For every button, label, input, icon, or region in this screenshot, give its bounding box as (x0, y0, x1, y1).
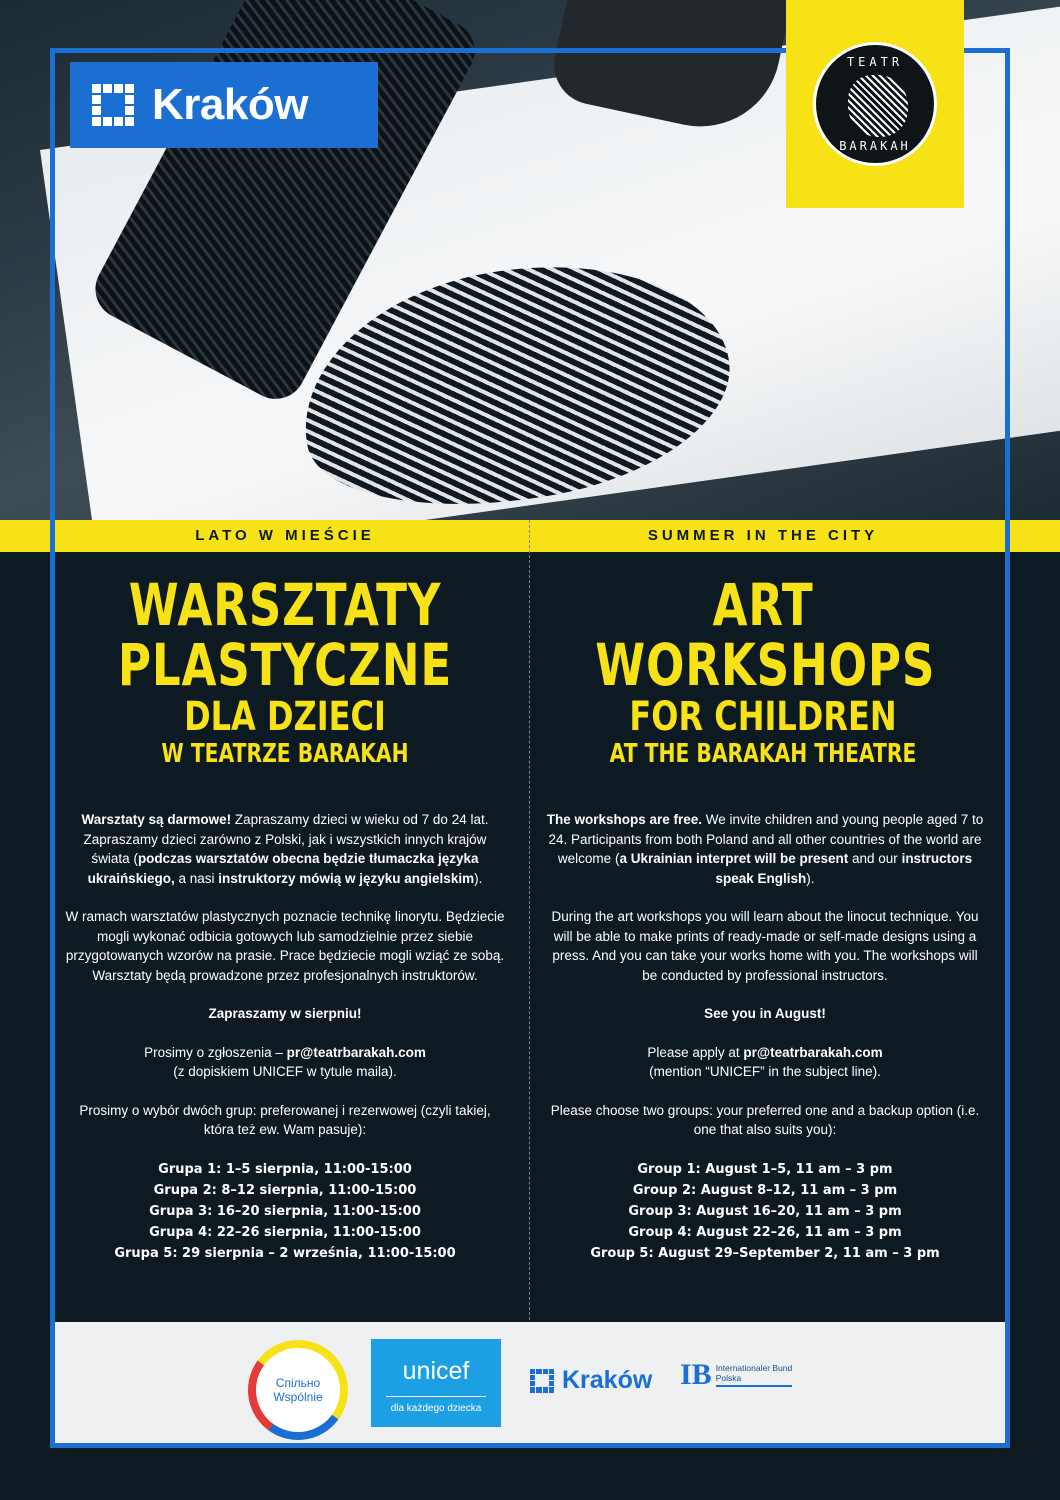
apply-note: (mention “UNICEF” in the subject line). (649, 1064, 881, 1079)
group-item: Grupa 5: 29 sierpnia – 2 września, 11:00-15:00 (114, 1245, 456, 1261)
teatr-seal-icon (813, 42, 937, 166)
invite-text: See you in August! (704, 1006, 826, 1021)
title-en-line3: FOR CHILDREN (629, 694, 897, 740)
apply-paragraph (545, 1043, 985, 1082)
free-note: Warsztaty są darmowe! (81, 812, 232, 827)
group-item: Group 5: August 29–September 2, 11 am – 3 pm (590, 1245, 940, 1261)
ib-name: Internationaler Bund (715, 1363, 793, 1373)
unicef-name: unicef (402, 1357, 470, 1385)
unicef-logo (371, 1339, 501, 1427)
seal-top-text: TEATR (846, 55, 904, 69)
apply-text: Please apply at (647, 1044, 744, 1060)
krakow-mark-icon (92, 84, 134, 126)
body-pl (65, 810, 505, 1264)
intro-text: Zapraszamy dzieci w wieku od 7 do 24 lat. Zapraszamy dzieci zarówno z Polski, jak i wszystkich innych krajów świata ( (83, 812, 489, 866)
description-paragraph: During the art workshops you will learn about the linocut technique. You will be able to make prints of ready-made or self-made designs using a press. And you can take your works home with you. The workshops will be conducted by professional instructors. (551, 909, 979, 983)
interpreter-note: a Ukrainian interpret will be present (619, 851, 849, 866)
band-label-en: SUMMER IN THE CITY (647, 527, 879, 544)
group-item: Grupa 3: 16–20 sierpnia, 11:00-15:00 (149, 1203, 421, 1219)
instructors-note: instruktorzy mówią w języku angielskim (218, 870, 475, 886)
title-pl-line2: PLASTYCZNE (117, 631, 453, 699)
krakow-logo (70, 62, 378, 148)
title-pl (70, 571, 500, 769)
group-item: Grupa 1: 1–5 sierpnia, 11:00-15:00 (158, 1161, 412, 1177)
apply-text: Prosimy o zgłoszenia – (144, 1044, 287, 1060)
group-item: Grupa 2: 8–12 sierpnia, 11:00-15:00 (153, 1182, 417, 1198)
intro-paragraph (545, 810, 985, 888)
krakow-mark-icon (530, 1369, 554, 1393)
column-divider (529, 520, 530, 1320)
spilno-text: Спільно (275, 1376, 321, 1390)
group-item: Group 3: August 16–20, 11 am – 3 pm (628, 1203, 902, 1219)
apply-paragraph (65, 1043, 505, 1082)
intro-text-3: ). (474, 870, 483, 886)
teatr-barakah-logo (786, 0, 964, 208)
krakow-logo-text: Kraków (152, 80, 308, 129)
intro-text-3: ). (806, 870, 815, 886)
group-item: Group 4: August 22–26, 11 am – 3 pm (628, 1224, 902, 1240)
interpreter-note: podczas warsztatów obecna będzie tłumaczka języka ukraińskiego, (87, 851, 479, 886)
group-item: Group 1: August 1–5, 11 am – 3 pm (637, 1161, 893, 1177)
groups-list (65, 1159, 505, 1264)
groups-list (545, 1159, 985, 1264)
invite-line (545, 1004, 985, 1024)
intro-text-2: and our (848, 851, 902, 866)
ib-country: Polska (715, 1373, 742, 1383)
apply-note: (z dopiskiem UNICEF w tytule maila). (173, 1064, 397, 1079)
krakow-footer-text: Kraków (562, 1366, 653, 1394)
group-item: Group 2: August 8–12, 11 am – 3 pm (632, 1182, 898, 1198)
title-pl-line3: DLA DZIECI (184, 694, 386, 740)
email-link[interactable]: pr@teatrbarakah.com (743, 1044, 883, 1060)
group-item: Grupa 4: 22–26 sierpnia, 11:00-15:00 (149, 1224, 421, 1240)
title-en (548, 571, 978, 769)
spilno-wspolnie-logo (248, 1340, 348, 1440)
face-icon (848, 75, 908, 137)
groups-instruction: Please choose two groups: your preferred one and a backup option (i.e. one that also suits you): (550, 1102, 980, 1137)
ib-mark: IB (680, 1358, 712, 1391)
title-en-line4: AT THE BARAKAH THEATRE (609, 739, 917, 769)
free-note: The workshops are free. (546, 812, 703, 827)
seal-bottom-text: BARAKAH (839, 139, 911, 153)
band-label-pl: LATO W MIEŚCIE (195, 527, 375, 544)
invite-line (65, 1004, 505, 1024)
groups-instruction: Prosimy o wybór dwóch grup: preferowanej i rezerwowej (czyli takiej, która też ew. Wam pasuje): (79, 1102, 491, 1137)
ib-logo (680, 1358, 792, 1392)
title-en-line1: ART (712, 571, 814, 639)
title-pl-line1: WARSZTATY (128, 571, 442, 639)
wspolnie-text: Wspólnie (273, 1390, 323, 1404)
intro-text-2: a nasi (174, 870, 219, 886)
email-link[interactable]: pr@teatrbarakah.com (286, 1044, 426, 1060)
title-en-line2: WORKSHOPS (595, 631, 936, 699)
intro-paragraph (65, 810, 505, 888)
krakow-footer-logo (530, 1366, 652, 1395)
intro-text: We invite children and young people aged 7 to 24. Participants from both Poland and all other countries of the world are welcome ( (548, 812, 984, 866)
body-en (545, 810, 985, 1264)
unicef-tagline: dla każdego dziecka (386, 1396, 486, 1414)
description-paragraph: W ramach warsztatów plastycznych poznacie technikę linorytu. Będziecie mogli wykonać odbicia gotowych lub samodzielnie przez siebie przygotowanych wzorów na prasie. Prace będziecie mogli wziąć ze sobą. Warsztaty będą prowadzone przez profesjonalnych instruktorów. (65, 909, 505, 983)
title-pl-line4: W TEATRZE BARAKAH (161, 739, 409, 769)
instructors-note: instructors speak English (715, 851, 973, 886)
invite-text: Zapraszamy w sierpniu! (208, 1006, 362, 1021)
